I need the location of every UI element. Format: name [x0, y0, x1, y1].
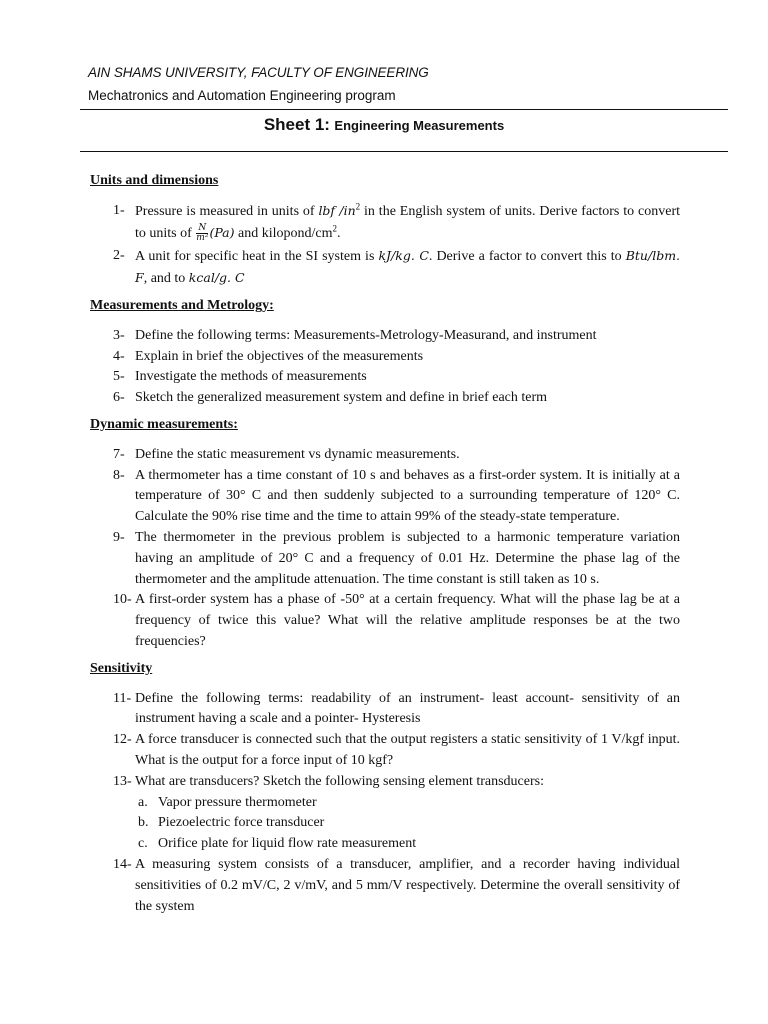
question-number: 11-: [113, 690, 132, 706]
question-item: [90, 466, 680, 528]
question-item: [90, 347, 680, 368]
section-title: Dynamic measurements:: [90, 416, 238, 432]
question-item: [90, 855, 680, 917]
sub-item: [135, 793, 680, 814]
question-item: [90, 201, 680, 245]
question-text: , and to: [143, 271, 186, 287]
question-item: [90, 590, 680, 652]
question-number: 1-: [113, 202, 125, 218]
question-text: .: [337, 225, 341, 241]
question-number: 7-: [113, 446, 125, 462]
question-text: Explain in brief the objectives of the measurements: [135, 348, 424, 364]
math-expression: Btu/lbm. F: [135, 248, 681, 286]
sub-item-text: Piezoelectric force transducer: [158, 815, 325, 831]
question-text: Sketch the generalized measurement system and define in brief each term: [135, 390, 548, 406]
question-number: 2-: [113, 248, 125, 264]
sub-item: [135, 813, 680, 834]
question-number: 8-: [113, 467, 125, 483]
question-text: in the English system of units. Derive factors to convert to units of: [135, 203, 680, 241]
question-item: [90, 367, 680, 388]
math-expression: kcal/g. C: [188, 270, 245, 286]
sub-item-text: Orifice plate for liquid flow rate measurement: [158, 836, 417, 852]
math-expression: (Pa): [209, 224, 235, 240]
fraction-numerator: N: [196, 224, 208, 234]
section-title: Sensitivity: [90, 660, 153, 676]
superscript: 2: [355, 201, 361, 212]
section-title: Measurements and Metrology:: [90, 297, 274, 313]
question-number: 3-: [113, 327, 125, 343]
question-text: A measuring system consists of a transducer, amplifier, and a recorder having individual sensitivities of 0.2 mV/C, 2 v/mV, and 5 mm/V respectively. Determine the overall sensitivity of the system: [135, 856, 680, 914]
document-body: [90, 171, 680, 923]
question-list: [90, 201, 680, 290]
fraction: [196, 224, 208, 243]
question-item: [90, 730, 680, 772]
question-text: Define the following terms: readability of an instrument- least account- sensitivity of an instrument having a scale and a pointer- Hysteresis: [135, 690, 680, 727]
superscript: 2: [332, 222, 337, 233]
section-title: Units and dimensions: [90, 173, 219, 188]
math-expression: kJ/kg. C: [378, 248, 429, 264]
question-item: [90, 246, 680, 290]
question-text: . Derive a factor to convert this to: [428, 249, 622, 265]
question-text: The thermometer in the previous problem is subjected to a harmonic temperature variation having an amplitude of 20° C and a frequency of 0.01 Hz. Determine the phase lag of the thermometer and the amplitude attenuation. The time constant is still taken as 10 s.: [135, 529, 680, 587]
sheet-title: [0, 115, 768, 135]
sheet-label: Sheet 1:: [263, 115, 330, 134]
question-number: 6-: [113, 390, 125, 406]
math-expression: lbf /in: [318, 202, 356, 218]
question-text: What are transducers? Sketch the following sensing element transducers:: [135, 773, 544, 789]
question-number: 10-: [113, 592, 132, 608]
top-rule: [80, 109, 728, 110]
question-text: Pressure is measured in units of: [135, 203, 315, 219]
question-item: [90, 772, 680, 855]
sub-item-letter: b.: [138, 815, 149, 831]
question-text: Define the static measurement vs dynamic measurements.: [135, 446, 460, 462]
sub-list: [135, 793, 680, 855]
question-number: 5-: [113, 369, 125, 385]
question-number: 12-: [113, 732, 132, 748]
question-number: 14-: [113, 856, 132, 872]
question-list: [90, 445, 680, 653]
sub-item-letter: c.: [138, 836, 148, 852]
question-number: 4-: [113, 348, 125, 364]
question-item: [90, 445, 680, 466]
sub-item-letter: a.: [138, 794, 148, 810]
question-text: Define the following terms: Measurements-Metrology-Measurand, and instrument: [135, 327, 597, 343]
question-item: [90, 326, 680, 347]
question-number: 13-: [113, 773, 132, 789]
question-text: A unit for specific heat in the SI system is: [135, 249, 375, 265]
question-text: A thermometer has a time constant of 10 s and behaves as a first-order system. It is initially at a temperature of 30° C and then suddenly subjected to a surrounding temperature of 120° C. Calculate the 90% rise time and the time to attain 99% of the steady-state temperature.: [135, 467, 680, 525]
question-list: [90, 326, 680, 409]
question-text: A force transducer is connected such that the output registers a static sensitivity of 1 V/kgf input. What is the output for a force input of 10 kgf?: [135, 732, 680, 768]
sub-item-text: Vapor pressure thermometer: [158, 794, 317, 810]
header-university: AIN SHAMS UNIVERSITY, FACULTY OF ENGINEERING: [88, 65, 429, 80]
question-text: and kilopond/cm: [234, 225, 333, 241]
question-item: [90, 528, 680, 590]
fraction-denominator: m²: [196, 232, 209, 243]
bottom-rule: [80, 151, 728, 152]
question-list: [90, 689, 680, 918]
header-program: Mechatronics and Automation Engineering program: [88, 88, 396, 103]
question-text: A first-order system has a phase of -50° at a certain frequency. What will the phase lag be at a frequency of twice this value? What will the relative amplitude responses be at the two frequencies?: [135, 592, 680, 649]
sheet-subject: Engineering Measurements: [334, 118, 505, 133]
sub-item: [135, 834, 680, 855]
question-item: [90, 388, 680, 409]
question-text: Investigate the methods of measurements: [135, 369, 367, 385]
question-item: [90, 689, 680, 731]
question-number: 9-: [113, 529, 125, 545]
